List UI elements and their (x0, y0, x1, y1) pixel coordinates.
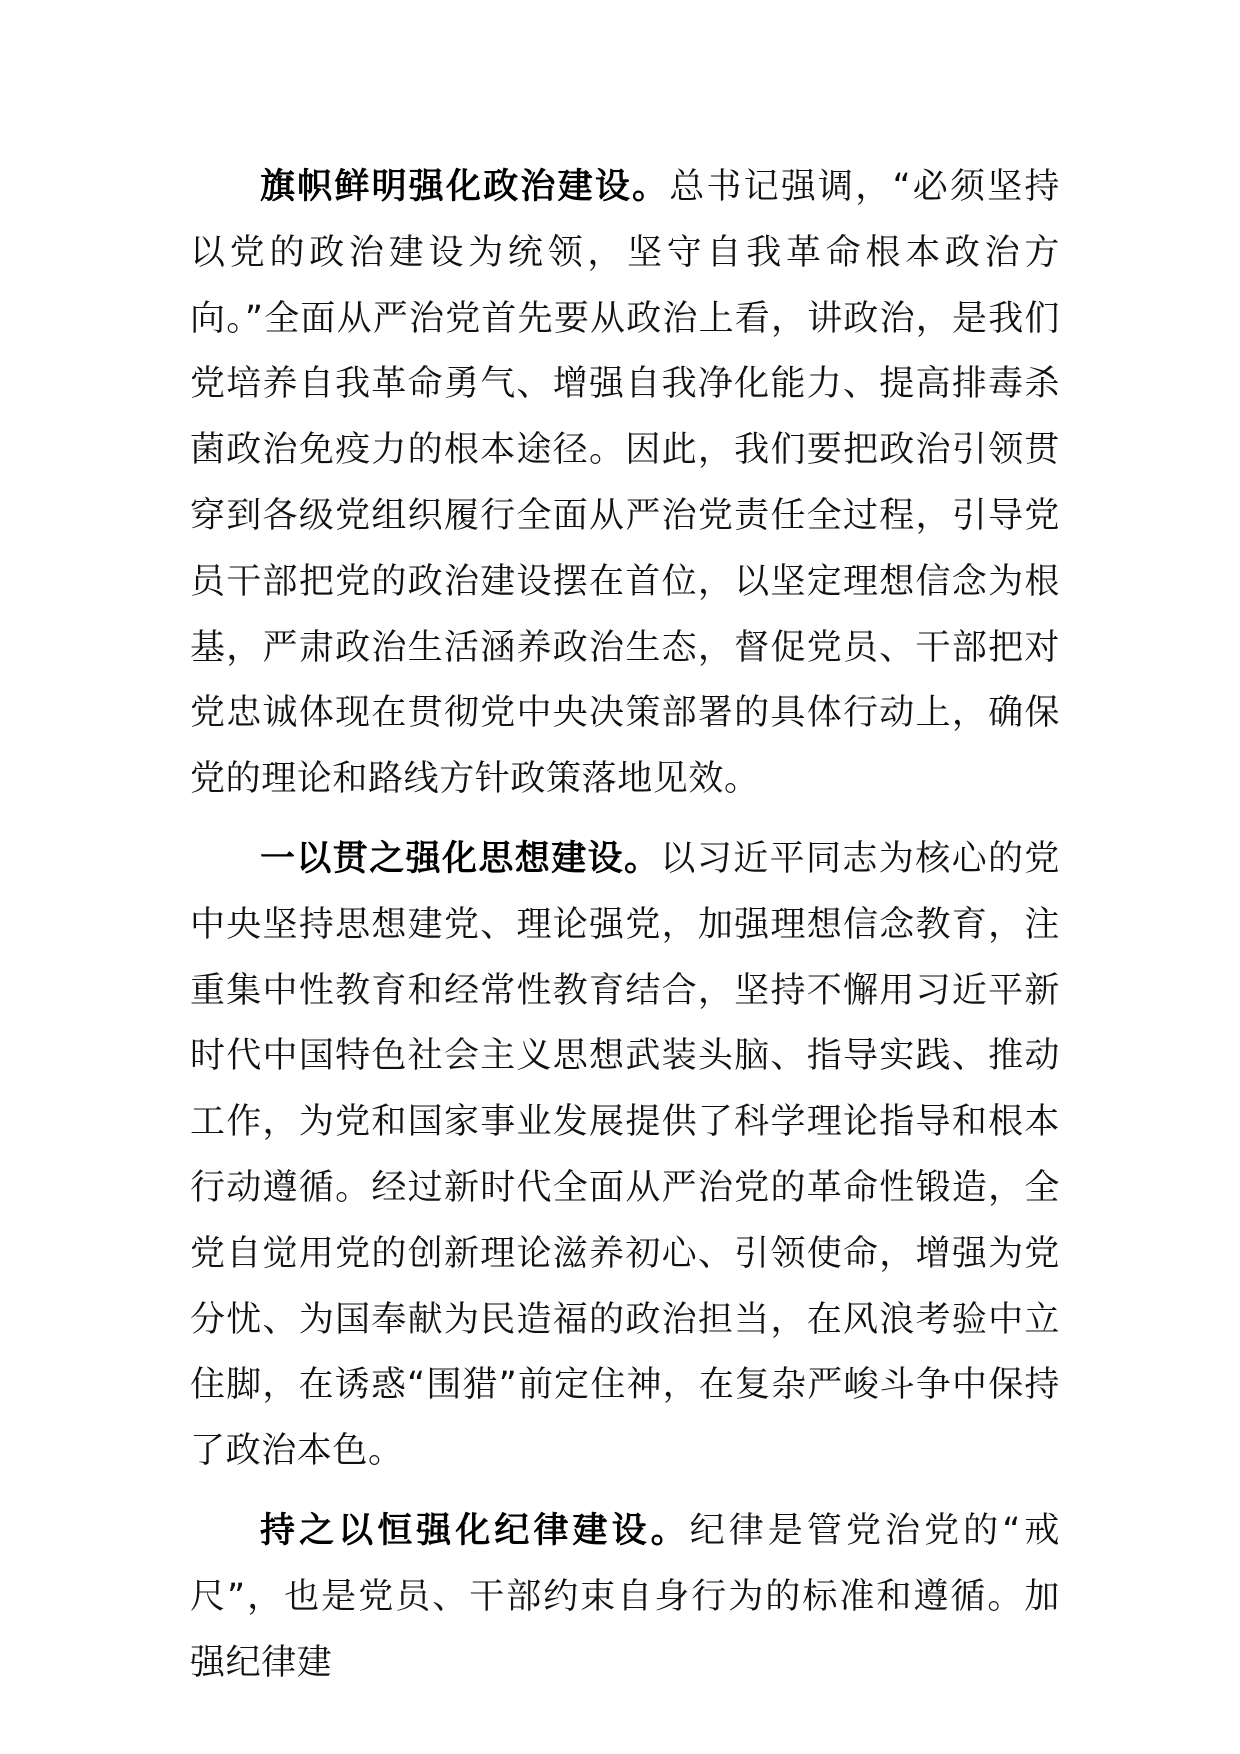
paragraph-text: 纪律是管党治党的“戒尺”，也是党员、干部约束自身行为的标准和遵循。加强纪律建 (190, 1510, 1060, 1683)
paragraph-political-building (190, 155, 1060, 813)
paragraph-discipline-building (190, 1499, 1060, 1696)
paragraph-heading: 旗帜鲜明强化政治建设。 (260, 167, 670, 207)
paragraph-text: 总书记强调，“必须坚持以党的政治建设为统领，坚守自我革命根本政治方向。”全面从严治党首先要从政治上看，讲政治，是我们党培养自我革命勇气、增强自我净化能力、提高排毒杀菌政治免疫力的根本途径。因此，我们要把政治引领贯穿到各级党组织履行全面从严治党责任全过程，引导党员干部把党的政治建设摆在首位，以坚定理想信念为根基，严肃政治生活涵养政治生态，督促党员、干部把对党忠诚体现在贯彻党中央决策部署的具体行动上，确保党的理论和路线方针政策落地见效。 (190, 167, 1060, 800)
document-body (190, 155, 1060, 1696)
paragraph-heading: 一以贯之强化思想建设。 (260, 838, 661, 879)
paragraph-ideological-building (190, 827, 1060, 1485)
paragraph-text: 以习近平同志为核心的党中央坚持思想建党、理论强党，加强理想信念教育，注重集中性教育和经常性教育结合，坚持不懈用习近平新时代中国特色社会主义思想武装头脑、指导实践、推动工作，为党和国家事业发展提供了科学理论指导和根本行动遵循。经过新时代全面从严治党的革命性锻造，全党自觉用党的创新理论滋养初心、引领使命，增强为党分忧、为国奉献为民造福的政治担当，在风浪考验中立住脚，在诱惑“围猎”前定住神，在复杂严峻斗争中保持了政治本色。 (190, 838, 1060, 1472)
paragraph-heading: 持之以恒强化纪律建设。 (260, 1510, 690, 1551)
